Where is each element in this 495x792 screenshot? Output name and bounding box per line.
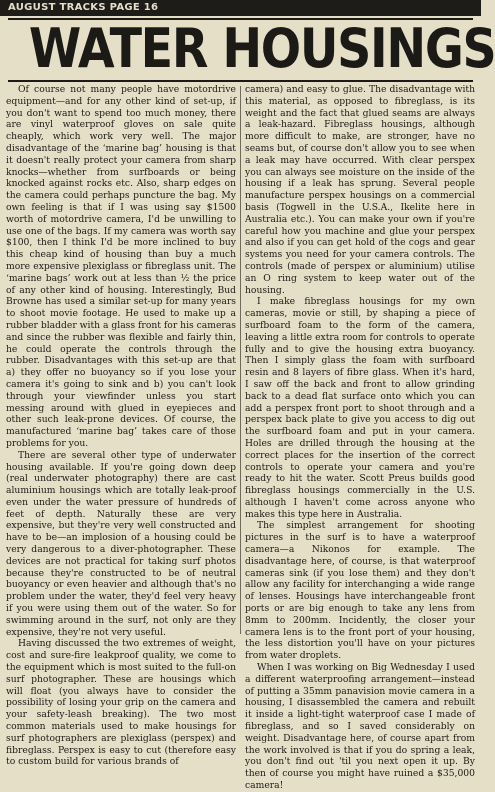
paragraph: The simplest arrangement for shooting pictures in the surf is to have a waterproof camera—a Nikonos for example. The disadvantage here, of course, is that waterproof cameras sink (if you lose them) and they don't allow any facility for interchanging a wide range of lenses. Housings have interchangeable front ports or are big enough to take any lens from 8mm to 200mm. Incidently, the closer your camera lens is to the front port of your housing, the less distortion you'll have on your pictures from water droplets. <box>245 520 475 662</box>
paragraph: Of course not many people have motordrive equipment—and for any other kind of set-up, if you don't want to spend too much money, there are vinyl waterproof gloves on sale quite cheaply, which work very well. The major disadvantage of the ‘marine bag’ housing is that it doesn't really protect your camera from sharp knocks—whether from surfboards or being knocked against rocks etc. Also, sharp edges on the camera could perhaps puncture the bag. My own feeling is that if I was using say $1500 worth of motordrive camera, I'd be unwilling to use one of the bags. If my camera was worth say $100, then I think I'd be more inclined to buy this cheap kind of housing than buy a much more expensive plexiglass or fibreglass unit. The ‘marine bags’ work out at less than ½ the price of any other kind of housing. Interestingly, Bud Browne has used a similar set-up for many years to shoot movie footage. He used to make up a rubber bladder with a glass front for his cameras and since the rubber was flexible and fairly thin, he could operate the controls through the rubber. Disadvantages with this set-up are that a) they offer no buoyancy so if you lose your camera it's going to sink and b) you can't look through your viewfinder unless you start messing around with glued in eyepieces and other such leak-prone devices. Of course, the manufactured ‘marine bag’ takes care of those problems for you. <box>6 84 236 449</box>
right-column <box>245 84 475 792</box>
paragraph: I make fibreglass housings for my own cameras, movie or still, by shaping a piece of surfboard foam to the form of the camera, leaving a little extra room for controls to operate fully and to give the housing extra buoyancy. Then I simply glass the foam with surfboard resin and 8 layers of fibre glass. When it's hard, I saw off the back and front to allow grinding back to a dead flat surface onto which you can add a perspex front port to shoot through and a perspex back plate to give you access to dig out the surfboard foam and put in your camera. Holes are drilled through the housing at the correct places for the insertion of the correct controls to operate your camera and you're ready to hit the water. Scott Preus builds good fibreglass housings commercially in the U.S. although I haven't come across anyone who makes this type here in Australia. <box>245 296 475 520</box>
paragraph: When I was working on Big Wednesday I used a different waterproofing arrangement—instead of putting a 35mm panavision movie camera in a housing, I disassembled the camera and rebuilt it inside a light-tight waterproof case I made of fibreglass, and so I saved considerably on weight. Disadvantage here, of course apart from the work involved is that if you do spring a leak, you don't find out 'til you next open it up. By then of course you might have ruined a $35,000 camera! <box>245 662 475 792</box>
column-divider <box>240 86 241 634</box>
paragraph: Having discussed the two extremes of weight, cost and sure-fire leakproof quality, we come to the equipment which is most suited to the full-on surf photographer. These are housings which will float (you always have to consider the possibility of losing your grip on the camera and your safety-leash breaking). The two most common materials used to make housings for surf photographers are plexiglass (perspex) and fibreglass. Perspex is easy to cut (therefore easy to custom build for various brands of <box>6 638 236 768</box>
article-title: WATER HOUSINGS <box>28 17 495 80</box>
left-column <box>6 84 236 768</box>
running-head: AUGUST TRACKS PAGE 16 <box>0 0 481 16</box>
paragraph: camera) and easy to glue. The disadvantage with this material, as opposed to fibreglass, is its weight and the fact that glued seams are always a leak-hazard. Fibreglass housings, although more difficult to make, are stronger, have no seams but, of course don't allow you to see when a leak may have occurred. With clear perspex you can always see moisture on the inside of the housing if a leak has sprung. Several people manufacture perspex housings on a commercial basis (Togwell in the U.S.A., Ikelite here in Australia etc.). You can make your own if you're careful how you machine and glue your perspex and also if you can get hold of the cogs and gear systems you need for your camera controls. The controls (made of perspex or aluminium) utilise an O ring system to keep water out of the housing. <box>245 84 475 296</box>
title-bottom-rule <box>8 80 473 82</box>
paragraph: There are several other type of underwater housing available. If you're going down deep (real underwater photography) there are cast aluminium housings which are totally leak-proof even under the water pressure of hundreds of feet of depth. Naturally these are very expensive, but they're very well constructed and have to be—an implosion of a housing could be very dangerous to a diver-photographer. These devices are not practical for taking surf photos because they're constructed to be of neutral buoyancy or even heavier and although that's no problem under the water, they'd feel very heavy if you were using them out of the water. So for swimming around in the surf, not only are they expensive, they're not very useful. <box>6 449 236 638</box>
